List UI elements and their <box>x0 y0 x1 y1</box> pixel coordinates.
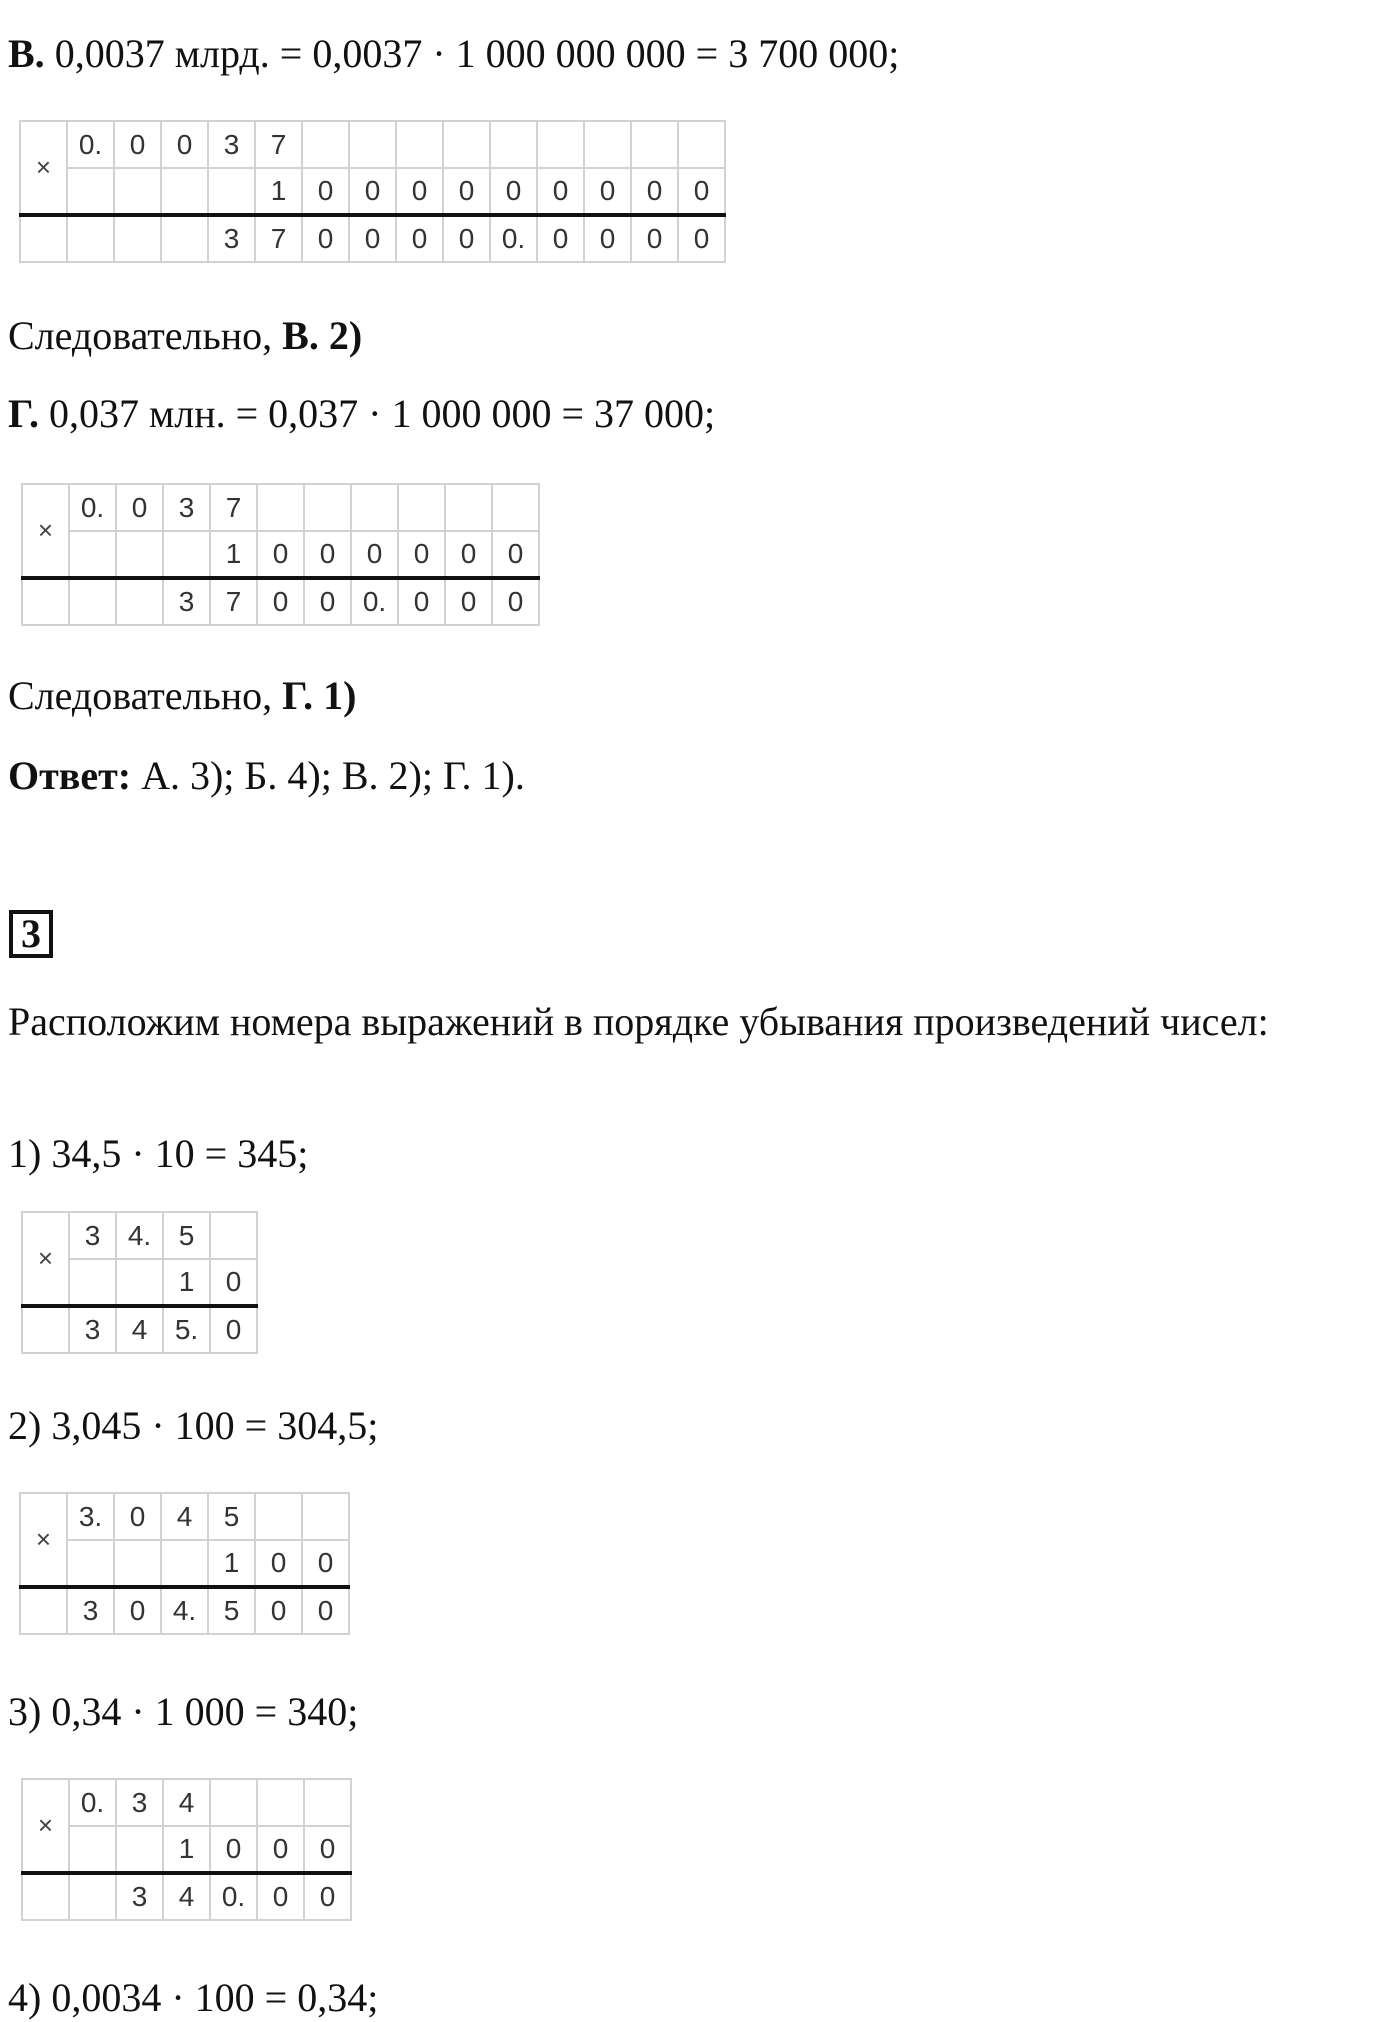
grid-cell: 0 <box>584 168 631 215</box>
grid-cell <box>490 121 537 168</box>
grid-row <box>20 168 725 215</box>
grid-row <box>20 1540 349 1587</box>
grid-cell <box>116 1259 163 1306</box>
grid-cell: 0 <box>114 121 161 168</box>
grid-cell: 1 <box>210 531 257 578</box>
grid-cell: 0 <box>443 215 490 262</box>
grid-row <box>22 1873 351 1920</box>
grid-cell: 3 <box>67 1587 114 1634</box>
grid-cell <box>631 121 678 168</box>
multiply-sign: × <box>22 1212 69 1306</box>
grid-cell: 0 <box>302 168 349 215</box>
grid-cell <box>69 531 116 578</box>
multiplication-grid-1 <box>21 1211 258 1354</box>
grid-cell <box>67 168 114 215</box>
grid-cell: 0 <box>304 578 351 625</box>
label-v: В. <box>8 31 45 76</box>
grid-cell <box>257 484 304 531</box>
grid-cell: 3 <box>116 1873 163 1920</box>
grid-cell: 5 <box>163 1212 210 1259</box>
grid-cell <box>69 1259 116 1306</box>
grid-cell: 0 <box>302 215 349 262</box>
grid-cell: 0. <box>490 215 537 262</box>
grid-cell: 0 <box>584 215 631 262</box>
grid-cell: 4. <box>161 1587 208 1634</box>
grid-cell: 0 <box>161 121 208 168</box>
conclusion-g-answer: Г. 1) <box>282 673 357 718</box>
grid-cell <box>116 531 163 578</box>
grid-cell: 3 <box>69 1306 116 1353</box>
grid-cell: 5 <box>208 1493 255 1540</box>
grid-cell: 0 <box>349 215 396 262</box>
grid-cell <box>69 1826 116 1873</box>
grid-cell: 0 <box>398 578 445 625</box>
grid-row <box>22 1212 257 1259</box>
multiplication-grid-3 <box>21 1778 352 1921</box>
grid-cell <box>20 1587 67 1634</box>
grid-cell <box>445 484 492 531</box>
answer-label: Ответ: <box>8 753 132 798</box>
grid-cell <box>257 1779 304 1826</box>
grid-cell: 3 <box>163 484 210 531</box>
grid-cell <box>67 1540 114 1587</box>
grid-cell: 4. <box>116 1212 163 1259</box>
grid-row <box>22 1779 351 1826</box>
grid-cell <box>69 578 116 625</box>
grid-cell: 0 <box>492 578 539 625</box>
answer-text: А. 3); Б. 4); В. 2); Г. 1). <box>131 753 525 798</box>
grid-cell <box>584 121 631 168</box>
grid-cell: 4 <box>161 1493 208 1540</box>
grid-row <box>22 1306 257 1353</box>
grid-cell: 3 <box>208 121 255 168</box>
grid-cell <box>114 168 161 215</box>
task-number-badge: 3 <box>9 910 53 958</box>
line-g <box>8 390 715 438</box>
grid-cell: 0 <box>302 1587 349 1634</box>
line-v <box>8 30 899 78</box>
grid-cell <box>351 484 398 531</box>
multiply-sign: × <box>22 484 69 578</box>
grid-cell <box>116 578 163 625</box>
grid-cell <box>443 121 490 168</box>
grid-cell: 0 <box>304 531 351 578</box>
grid-cell: 0 <box>537 168 584 215</box>
grid-cell <box>396 121 443 168</box>
multiplication-grid-v <box>19 120 726 263</box>
grid-cell: 0 <box>396 215 443 262</box>
grid-row <box>22 484 539 531</box>
item-4: 4) 0,0034 · 100 = 0,34; <box>8 1975 379 2020</box>
grid-cell: 0 <box>445 531 492 578</box>
item-3: 3) 0,34 · 1 000 = 340; <box>8 1689 359 1734</box>
grid-cell: 3 <box>116 1779 163 1826</box>
grid-cell: 4 <box>163 1779 210 1826</box>
item-1: 1) 34,5 · 10 = 345; <box>8 1131 309 1176</box>
grid-cell: 5. <box>163 1306 210 1353</box>
grid-cell <box>208 168 255 215</box>
conclusion-v-text: Следовательно, <box>8 313 283 358</box>
grid-cell <box>678 121 725 168</box>
grid-cell <box>302 1493 349 1540</box>
grid-cell <box>163 531 210 578</box>
grid-cell: 0. <box>210 1873 257 1920</box>
grid-cell: 1 <box>163 1826 210 1873</box>
multiplication-grid-2 <box>19 1492 350 1635</box>
conclusion-v-answer: В. 2) <box>282 313 363 358</box>
answer-line <box>8 752 525 800</box>
grid-cell: 0 <box>257 1826 304 1873</box>
grid-cell <box>161 1540 208 1587</box>
grid-cell: 0. <box>67 121 114 168</box>
grid-cell: 0 <box>351 531 398 578</box>
grid-cell: 5 <box>208 1587 255 1634</box>
grid-cell: 0 <box>490 168 537 215</box>
grid-row <box>20 1493 349 1540</box>
grid-cell: 1 <box>163 1259 210 1306</box>
grid-cell: 0. <box>69 484 116 531</box>
grid-cell <box>537 121 584 168</box>
grid-cell: 0 <box>631 215 678 262</box>
multiplication-grid-g <box>21 483 540 626</box>
grid-cell: 0 <box>210 1306 257 1353</box>
multiply-sign: × <box>20 121 67 215</box>
grid-row <box>22 531 539 578</box>
grid-cell <box>22 578 69 625</box>
grid-cell: 3 <box>69 1212 116 1259</box>
grid-cell <box>398 484 445 531</box>
grid-cell <box>304 484 351 531</box>
grid-cell <box>67 215 114 262</box>
grid-cell: 0 <box>537 215 584 262</box>
grid-cell <box>302 121 349 168</box>
grid-row <box>20 1587 349 1634</box>
grid-cell: 0 <box>445 578 492 625</box>
item-2: 2) 3,045 · 100 = 304,5; <box>8 1403 379 1448</box>
grid-cell: 7 <box>210 578 257 625</box>
task-paragraph: Расположим номера выражений в порядке убывания произведений чисел: <box>8 999 1269 1044</box>
grid-cell: 0 <box>443 168 490 215</box>
multiply-sign: × <box>22 1779 69 1873</box>
grid-cell <box>161 168 208 215</box>
grid-cell: 0. <box>351 578 398 625</box>
grid-cell: 0 <box>678 215 725 262</box>
grid-cell: 0 <box>631 168 678 215</box>
grid-cell: 7 <box>255 215 302 262</box>
grid-cell <box>114 1540 161 1587</box>
grid-cell: 0 <box>398 531 445 578</box>
multiply-sign: × <box>20 1493 67 1587</box>
grid-cell <box>22 1873 69 1920</box>
grid-cell <box>69 1873 116 1920</box>
grid-cell: 0 <box>396 168 443 215</box>
grid-cell <box>210 1212 257 1259</box>
grid-cell <box>116 1826 163 1873</box>
conclusion-g-text: Следовательно, <box>8 673 283 718</box>
grid-cell: 3 <box>208 215 255 262</box>
grid-cell: 0 <box>257 531 304 578</box>
grid-cell: 7 <box>255 121 302 168</box>
grid-cell <box>161 215 208 262</box>
grid-cell <box>304 1779 351 1826</box>
grid-cell: 0 <box>678 168 725 215</box>
grid-cell <box>22 1306 69 1353</box>
grid-cell: 0 <box>492 531 539 578</box>
grid-cell: 1 <box>208 1540 255 1587</box>
grid-row <box>22 578 539 625</box>
conclusion-v <box>8 312 362 360</box>
grid-cell <box>349 121 396 168</box>
grid-cell: 0 <box>304 1873 351 1920</box>
grid-row <box>20 121 725 168</box>
grid-cell: 0 <box>210 1259 257 1306</box>
grid-cell <box>114 215 161 262</box>
grid-cell <box>492 484 539 531</box>
grid-cell <box>20 215 67 262</box>
grid-cell: 0 <box>255 1540 302 1587</box>
grid-cell: 0 <box>349 168 396 215</box>
grid-cell: 3 <box>163 578 210 625</box>
grid-row <box>20 215 725 262</box>
grid-row <box>22 1826 351 1873</box>
grid-cell: 0 <box>114 1587 161 1634</box>
conclusion-g <box>8 672 356 720</box>
grid-cell: 4 <box>116 1306 163 1353</box>
grid-cell: 4 <box>163 1873 210 1920</box>
grid-cell: 3. <box>67 1493 114 1540</box>
label-g: Г. <box>8 391 39 436</box>
grid-cell: 0 <box>210 1826 257 1873</box>
grid-cell: 0 <box>116 484 163 531</box>
grid-cell: 0 <box>302 1540 349 1587</box>
grid-cell <box>210 1779 257 1826</box>
grid-cell <box>255 1493 302 1540</box>
text-v: 0,0037 млрд. = 0,0037 · 1 000 000 000 = 3 700 000; <box>44 31 900 76</box>
grid-cell: 0 <box>114 1493 161 1540</box>
grid-cell: 0. <box>69 1779 116 1826</box>
grid-cell: 0 <box>257 1873 304 1920</box>
grid-cell: 1 <box>255 168 302 215</box>
grid-cell: 0 <box>257 578 304 625</box>
grid-cell: 0 <box>304 1826 351 1873</box>
grid-cell: 0 <box>255 1587 302 1634</box>
text-g: 0,037 млн. = 0,037 · 1 000 000 = 37 000; <box>38 391 716 436</box>
grid-cell: 7 <box>210 484 257 531</box>
